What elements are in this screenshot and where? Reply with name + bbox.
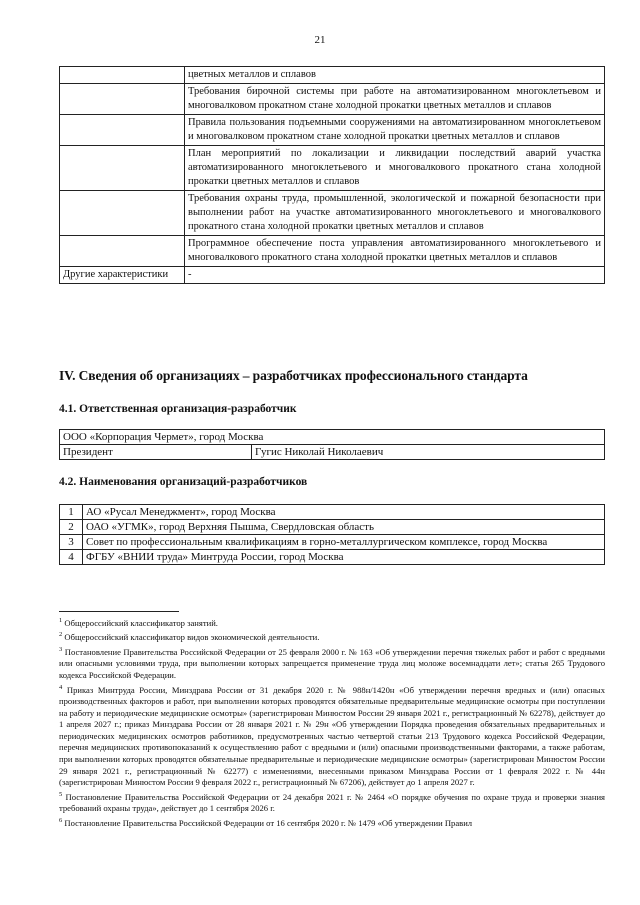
table-row <box>60 267 605 284</box>
footnote-text: Постановление Правительства Российской Федерации от 25 февраля 2000 г. № 163 «Об утверждении перечня тяжелых работ и работ с вредными или опасными условиями труда, при выполнении которых запрещается применение труда лиц моложе восемнадцати лет»; статья 265 Трудового кодекса Российской Федерации. <box>59 646 605 680</box>
developer-number: 1 <box>60 505 83 520</box>
row-label <box>60 67 185 84</box>
developer-number: 3 <box>60 535 83 550</box>
footnote-mark: 3 <box>59 645 63 653</box>
footnote <box>59 815 605 829</box>
developer-name: ОАО «УГМК», город Верхняя Пышма, Свердловская область <box>83 520 605 535</box>
table-row <box>60 535 605 550</box>
row-label <box>60 146 185 191</box>
row-text: цветных металлов и сплавов <box>185 67 605 84</box>
developer-name: АО «Русал Менеджмент», город Москва <box>83 505 605 520</box>
developers-table <box>59 504 605 565</box>
developers-heading: 4.2. Наименования организаций-разработчиков <box>59 476 308 488</box>
footnote-mark: 5 <box>59 790 63 798</box>
page-number: 21 <box>314 34 326 46</box>
row-label <box>60 84 185 115</box>
table-row <box>60 505 605 520</box>
footnote-text: Общероссийский классификатор видов экономической деятельности. <box>62 632 320 643</box>
row-text: План мероприятий по локализации и ликвидации последствий аварий участка автоматизированного многоклетьевого и многовалкового прокатного стана холодной прокатки цветных металлов и сплавов <box>185 146 605 191</box>
footnote-text: Приказ Минтруда России, Минздрава России от 31 декабря 2020 г. № 988н/1420н «Об утверждении перечня вредных и (или) опасных производственных факторов и работ, при выполнении которых проводятся обязательные предварительные медицинские осмотры при поступлении на работу и периодические медицинские осмотры» (зарегистрирован Минюстом России 29 января 2021 г., регистрационный № 62278), действует до 1 апреля 2027 г.; приказ Минздрава России от 28 января 2021 г. № 29н «Об утверждении Порядка проведения обязательных предварительных и периодических медицинских осмотров работников, предусмотренных частью четвертой статьи 213 Трудового кодекса Российской Федерации, перечня медицинских противопоказаний к осуществлению работ с вредными и (или) опасными производственными факторами, а также работам, при выполнении которых проводятся обязательные предварительные и периодические медицинские осмотры» (зарегистрирован Минюстом России 29 января 2021 г., регистрационный № 62277) с изменениями, внесенными приказом Минздрава России от 1 февраля 2022 г. № 44н (зарегистрирован Минюстом России 9 февраля 2022 г., регистрационный № 67206), действует до 1 апреля 2027 г. <box>59 684 605 788</box>
responsible-person: Гугис Николай Николаевич <box>252 445 605 460</box>
developer-name: Совет по профессиональным квалификациям в горно-металлургическом комплексе, город Москва <box>83 535 605 550</box>
table-row <box>60 146 605 191</box>
table-row <box>60 115 605 146</box>
footnotes <box>59 615 605 829</box>
responsible-role: Президент <box>60 445 252 460</box>
footnote-text: Общероссийский классификатор занятий. <box>62 617 218 628</box>
row-label <box>60 236 185 267</box>
responsible-org-heading: 4.1. Ответственная организация-разработчик <box>59 403 297 415</box>
row-text: Правила пользования подъемными сооружениями на автоматизированном многоклетьевом и многовалковом прокатном стане холодной прокатки цветных металлов и сплавов <box>185 115 605 146</box>
footnote <box>59 789 605 815</box>
responsible-org-name: ООО «Корпорация Чермет», город Москва <box>60 430 605 445</box>
footnote <box>59 644 605 682</box>
table-row <box>60 520 605 535</box>
footnote-text: Постановление Правительства Российской Федерации от 24 декабря 2021 г. № 2464 «О порядке обучения по охране труда и проверки знания требований охраны труда», действует до 1 сентября 2026 г. <box>59 791 605 814</box>
row-label <box>60 191 185 236</box>
table-row <box>60 430 605 445</box>
responsible-org-table <box>59 429 605 460</box>
footnote-mark: 1 <box>59 617 63 624</box>
developer-name: ФГБУ «ВНИИ труда» Минтруда России, город Москва <box>83 550 605 565</box>
row-text: Требования охраны труда, промышленной, экологической и пожарной безопасности при выполнении работ на участке автоматизированного многоклетьевого и многовалкового прокатного стана холодной прокатки цветных металлов и сплавов <box>185 191 605 236</box>
footnote-mark: 2 <box>59 631 63 639</box>
footnote-mark: 6 <box>59 816 63 824</box>
developer-number: 4 <box>60 550 83 565</box>
table-row <box>60 550 605 565</box>
row-text: Программное обеспечение поста управления автоматизированного многоклетьевого и многовалкового прокатного стана холодной прокатки цветных металлов и сплавов <box>185 236 605 267</box>
table-row <box>60 84 605 115</box>
row-label <box>60 115 185 146</box>
row-text: Требования бирочной системы при работе на автоматизированном многоклетьевом и многовалковом прокатном стане холодной прокатки цветных металлов и сплавов <box>185 84 605 115</box>
row-text: - <box>185 267 605 284</box>
footnote <box>59 682 605 789</box>
row-label: Другие характеристики <box>60 267 185 284</box>
table-row <box>60 236 605 267</box>
footnote <box>59 615 605 629</box>
footnote-mark: 4 <box>59 683 63 691</box>
footnote-text: Постановление Правительства Российской Федерации от 16 сентября 2020 г. № 1479 «Об утверждении Правил <box>62 817 473 828</box>
developer-number: 2 <box>60 520 83 535</box>
footnote <box>59 629 605 643</box>
characteristics-table <box>59 66 605 284</box>
section-title: IV. Сведения об организациях – разработчиках профессионального стандарта <box>59 368 528 383</box>
table-row <box>60 191 605 236</box>
table-row <box>60 67 605 84</box>
footnote-separator <box>59 611 179 612</box>
table-row <box>60 445 605 460</box>
